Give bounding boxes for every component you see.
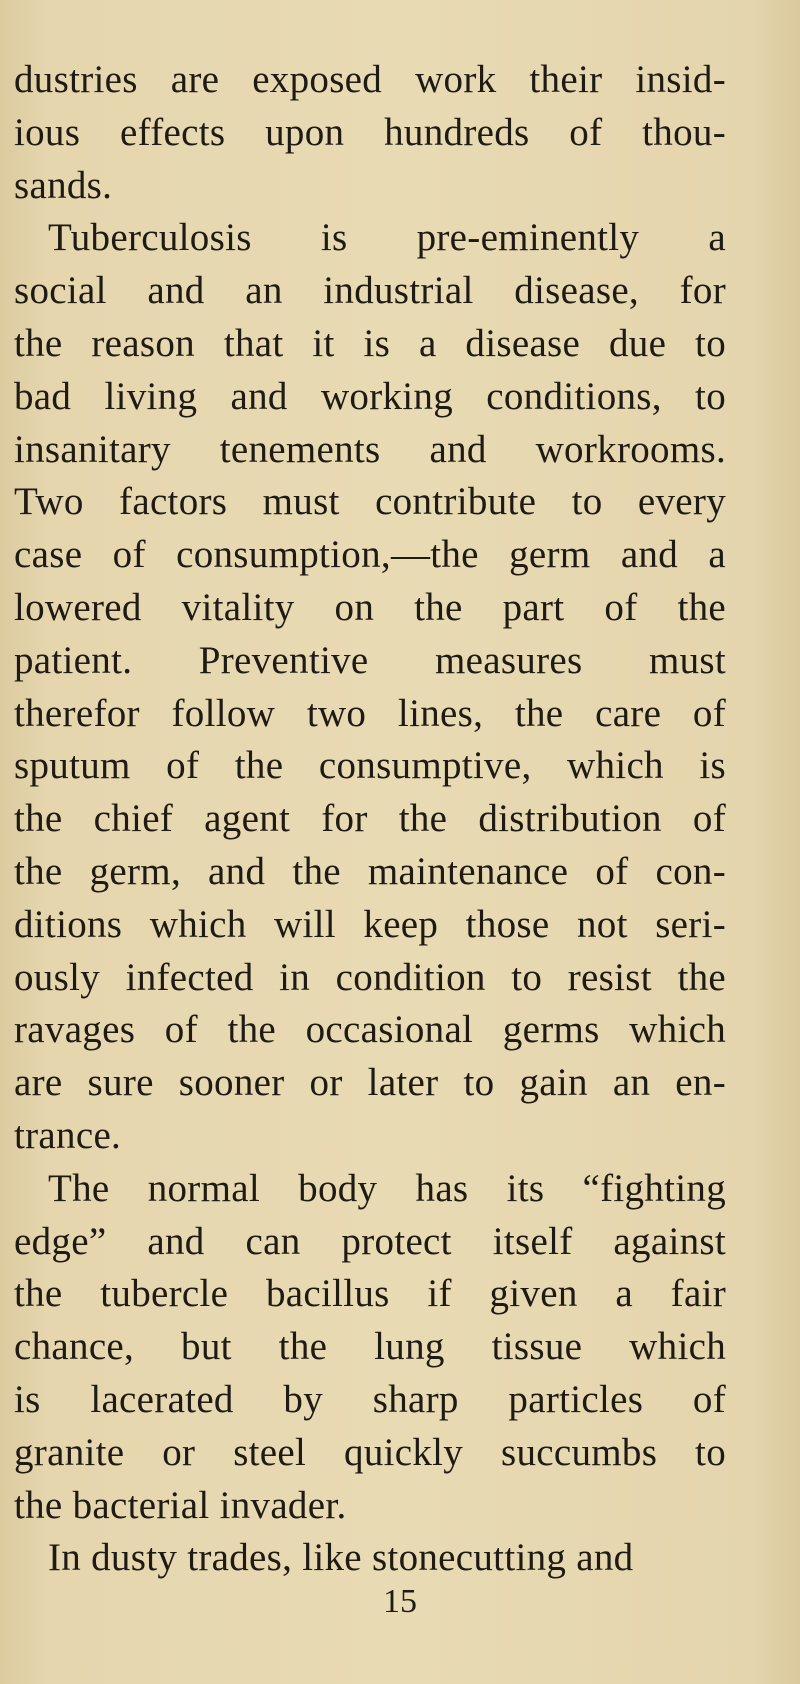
text-line: In dusty trades, like stonecutting and — [48, 1536, 634, 1580]
text-line: sputum of the consumptive, which is — [14, 744, 726, 788]
text-line: ious effects upon hundreds of thou- — [14, 110, 726, 154]
page-number: 15 — [383, 1583, 417, 1620]
text-line: Two factors must contribute to every — [14, 480, 726, 524]
text-line: patient. Preventive measures must — [14, 638, 726, 682]
text-line: the bacterial invader. — [14, 1483, 347, 1527]
text-line: dustries are exposed work their insid- — [14, 58, 726, 101]
text-line: the reason that it is a disease due to — [14, 321, 726, 365]
text-line: are sure sooner or later to gain an en- — [14, 1061, 726, 1105]
text-line: sands. — [14, 163, 113, 207]
text-line: the tubercle bacillus if given a fair — [14, 1272, 726, 1316]
text-line: edge” and can protect itself against — [14, 1219, 726, 1263]
text-line: Tuberculosis is pre-eminently a — [48, 216, 726, 260]
text-line: case of consumption,—the germ and a — [14, 533, 726, 577]
text-line: the chief agent for the distribution of — [14, 797, 726, 841]
text-line: chance, but the lung tissue which — [14, 1325, 726, 1369]
text-line: therefor follow two lines, the care of — [14, 691, 726, 735]
text-line: is lacerated by sharp particles of — [14, 1377, 726, 1421]
text-line: ously infected in condition to resist the — [14, 955, 726, 999]
text-line: the germ, and the maintenance of con- — [14, 849, 726, 893]
text-line: trance. — [14, 1113, 122, 1157]
text-line: The normal body has its “fighting — [48, 1166, 726, 1210]
text-line: insanitary tenements and workrooms. — [14, 427, 726, 471]
text-line: ravages of the occasional germs which — [14, 1008, 726, 1052]
text-line: lowered vitality on the part of the — [14, 585, 726, 629]
text-line: social and an industrial disease, for — [14, 269, 726, 313]
text-line: ditions which will keep those not seri- — [14, 902, 726, 946]
body-text — [14, 54, 726, 1585]
text-line: bad living and working conditions, to — [14, 374, 726, 418]
text-line: granite or steel quickly succumbs to — [14, 1430, 726, 1474]
